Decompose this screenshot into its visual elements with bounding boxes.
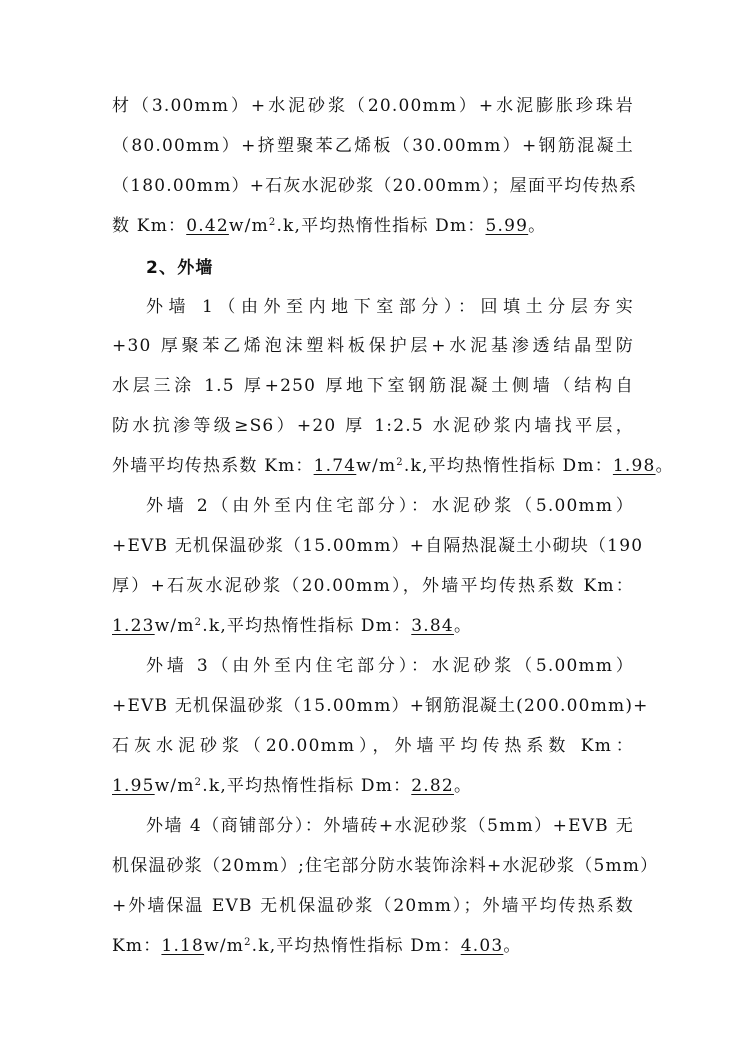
roof-km-value: 0.42 — [186, 216, 229, 236]
wall2-dm-value: 3.84 — [411, 616, 454, 636]
km-label: Km： — [112, 936, 162, 956]
wall2-line-1: 外墙 2（由外至内住宅部分）：水泥砂浆（5.00mm） — [146, 496, 634, 516]
wall2-line-4 — [112, 614, 634, 638]
wall3-km-value: 1.95 — [112, 776, 155, 796]
wall3-line-4 — [112, 774, 634, 798]
wall2-line-3: 厚）+石灰水泥砂浆（20.00mm），外墙平均传热系数 Km： — [112, 576, 634, 596]
wall1-line-3: 水层三涂 1.5 厚+250 厚地下室钢筋混凝土侧墙（结构自 — [112, 376, 634, 396]
wall1-line-5 — [112, 454, 674, 478]
intro-line-1: 材（3.00mm）+水泥砂浆（20.00mm）+水泥膨胀珍珠岩 — [112, 96, 634, 116]
section-heading-exterior-wall: 2、外墙 — [146, 258, 214, 278]
unit: w/m — [154, 616, 195, 636]
wall1-dm-value: 1.98 — [612, 456, 656, 476]
dm-label: .k,平均热惰性指标 Dm： — [251, 936, 461, 956]
unit-superscript: 2 — [244, 937, 252, 948]
km-label: 外墙平均传热系数 Km： — [112, 456, 314, 476]
wall4-line-3: +外墙保温 EVB 无机保温砂浆（20mm）；外墙平均传热系数 — [112, 896, 634, 916]
unit-superscript: 2 — [194, 617, 203, 628]
wall4-line-1: 外墙 4（商铺部分）：外墙砖+水泥砂浆（5mm）+EVB 无 — [146, 816, 634, 836]
intro-line-2: （80.00mm）+挤塑聚苯乙烯板（30.00mm）+钢筋混凝土 — [112, 136, 634, 156]
wall1-line-4: 防水抗渗等级≥S6）+20 厚 1:2.5 水泥砂浆内墙找平层， — [112, 416, 634, 436]
period: 。 — [528, 216, 547, 236]
wall4-dm-value: 4.03 — [460, 936, 504, 956]
unit: w/m — [154, 776, 195, 796]
period: 。 — [453, 776, 473, 796]
period: 。 — [453, 616, 473, 636]
unit: w/m — [356, 456, 397, 476]
wall3-line-2: +EVB 无机保温砂浆（15.00mm）+钢筋混凝土(200.00mm)+ — [112, 696, 649, 716]
wall1-km-value: 1.74 — [313, 456, 357, 476]
period: 。 — [503, 936, 522, 956]
period: 。 — [655, 456, 674, 476]
wall2-line-2: +EVB 无机保温砂浆（15.00mm）+自隔热混凝土小砌块（190 — [112, 536, 644, 556]
wall3-line-1: 外墙 3（由外至内住宅部分）：水泥砂浆（5.00mm） — [146, 656, 634, 676]
wall1-line-2: +30 厚聚苯乙烯泡沫塑料板保护层+水泥基渗透结晶型防 — [112, 336, 634, 356]
dm-label: .k,平均热惰性指标 Dm： — [202, 776, 412, 796]
intro-line-3: （180.00mm）+石灰水泥砂浆（20.00mm）；屋面平均传热系 — [112, 176, 638, 196]
dm-label: .k,平均热惰性指标 Dm： — [403, 456, 613, 476]
unit-superscript: 2 — [396, 457, 404, 468]
wall4-km-value: 1.18 — [161, 936, 205, 956]
unit: w/m — [204, 936, 245, 956]
wall1-line-1: 外墙 1（由外至内地下室部分）：回填土分层夯实 — [146, 297, 634, 317]
wall3-dm-value: 2.82 — [411, 776, 454, 796]
roof-dm-value: 5.99 — [485, 216, 529, 236]
unit-superscript: 2 — [268, 217, 277, 228]
wall2-km-value: 1.23 — [112, 616, 155, 636]
wall4-line-4 — [112, 934, 634, 958]
dm-label: .k,平均热惰性指标 Dm： — [202, 616, 412, 636]
unit-superscript: 2 — [194, 777, 203, 788]
unit: w/m — [228, 216, 269, 236]
dm-label: .k,平均热惰性指标 Dm： — [276, 216, 486, 236]
intro-line-4 — [112, 214, 634, 238]
km-label: 数 Km： — [112, 216, 187, 236]
wall4-line-2: 机保温砂浆（20mm）;住宅部分防水装饰涂料+水泥砂浆（5mm） — [112, 856, 659, 876]
wall3-line-3: 石灰水泥砂浆（20.00mm），外墙平均传热系数 Km： — [112, 736, 634, 756]
